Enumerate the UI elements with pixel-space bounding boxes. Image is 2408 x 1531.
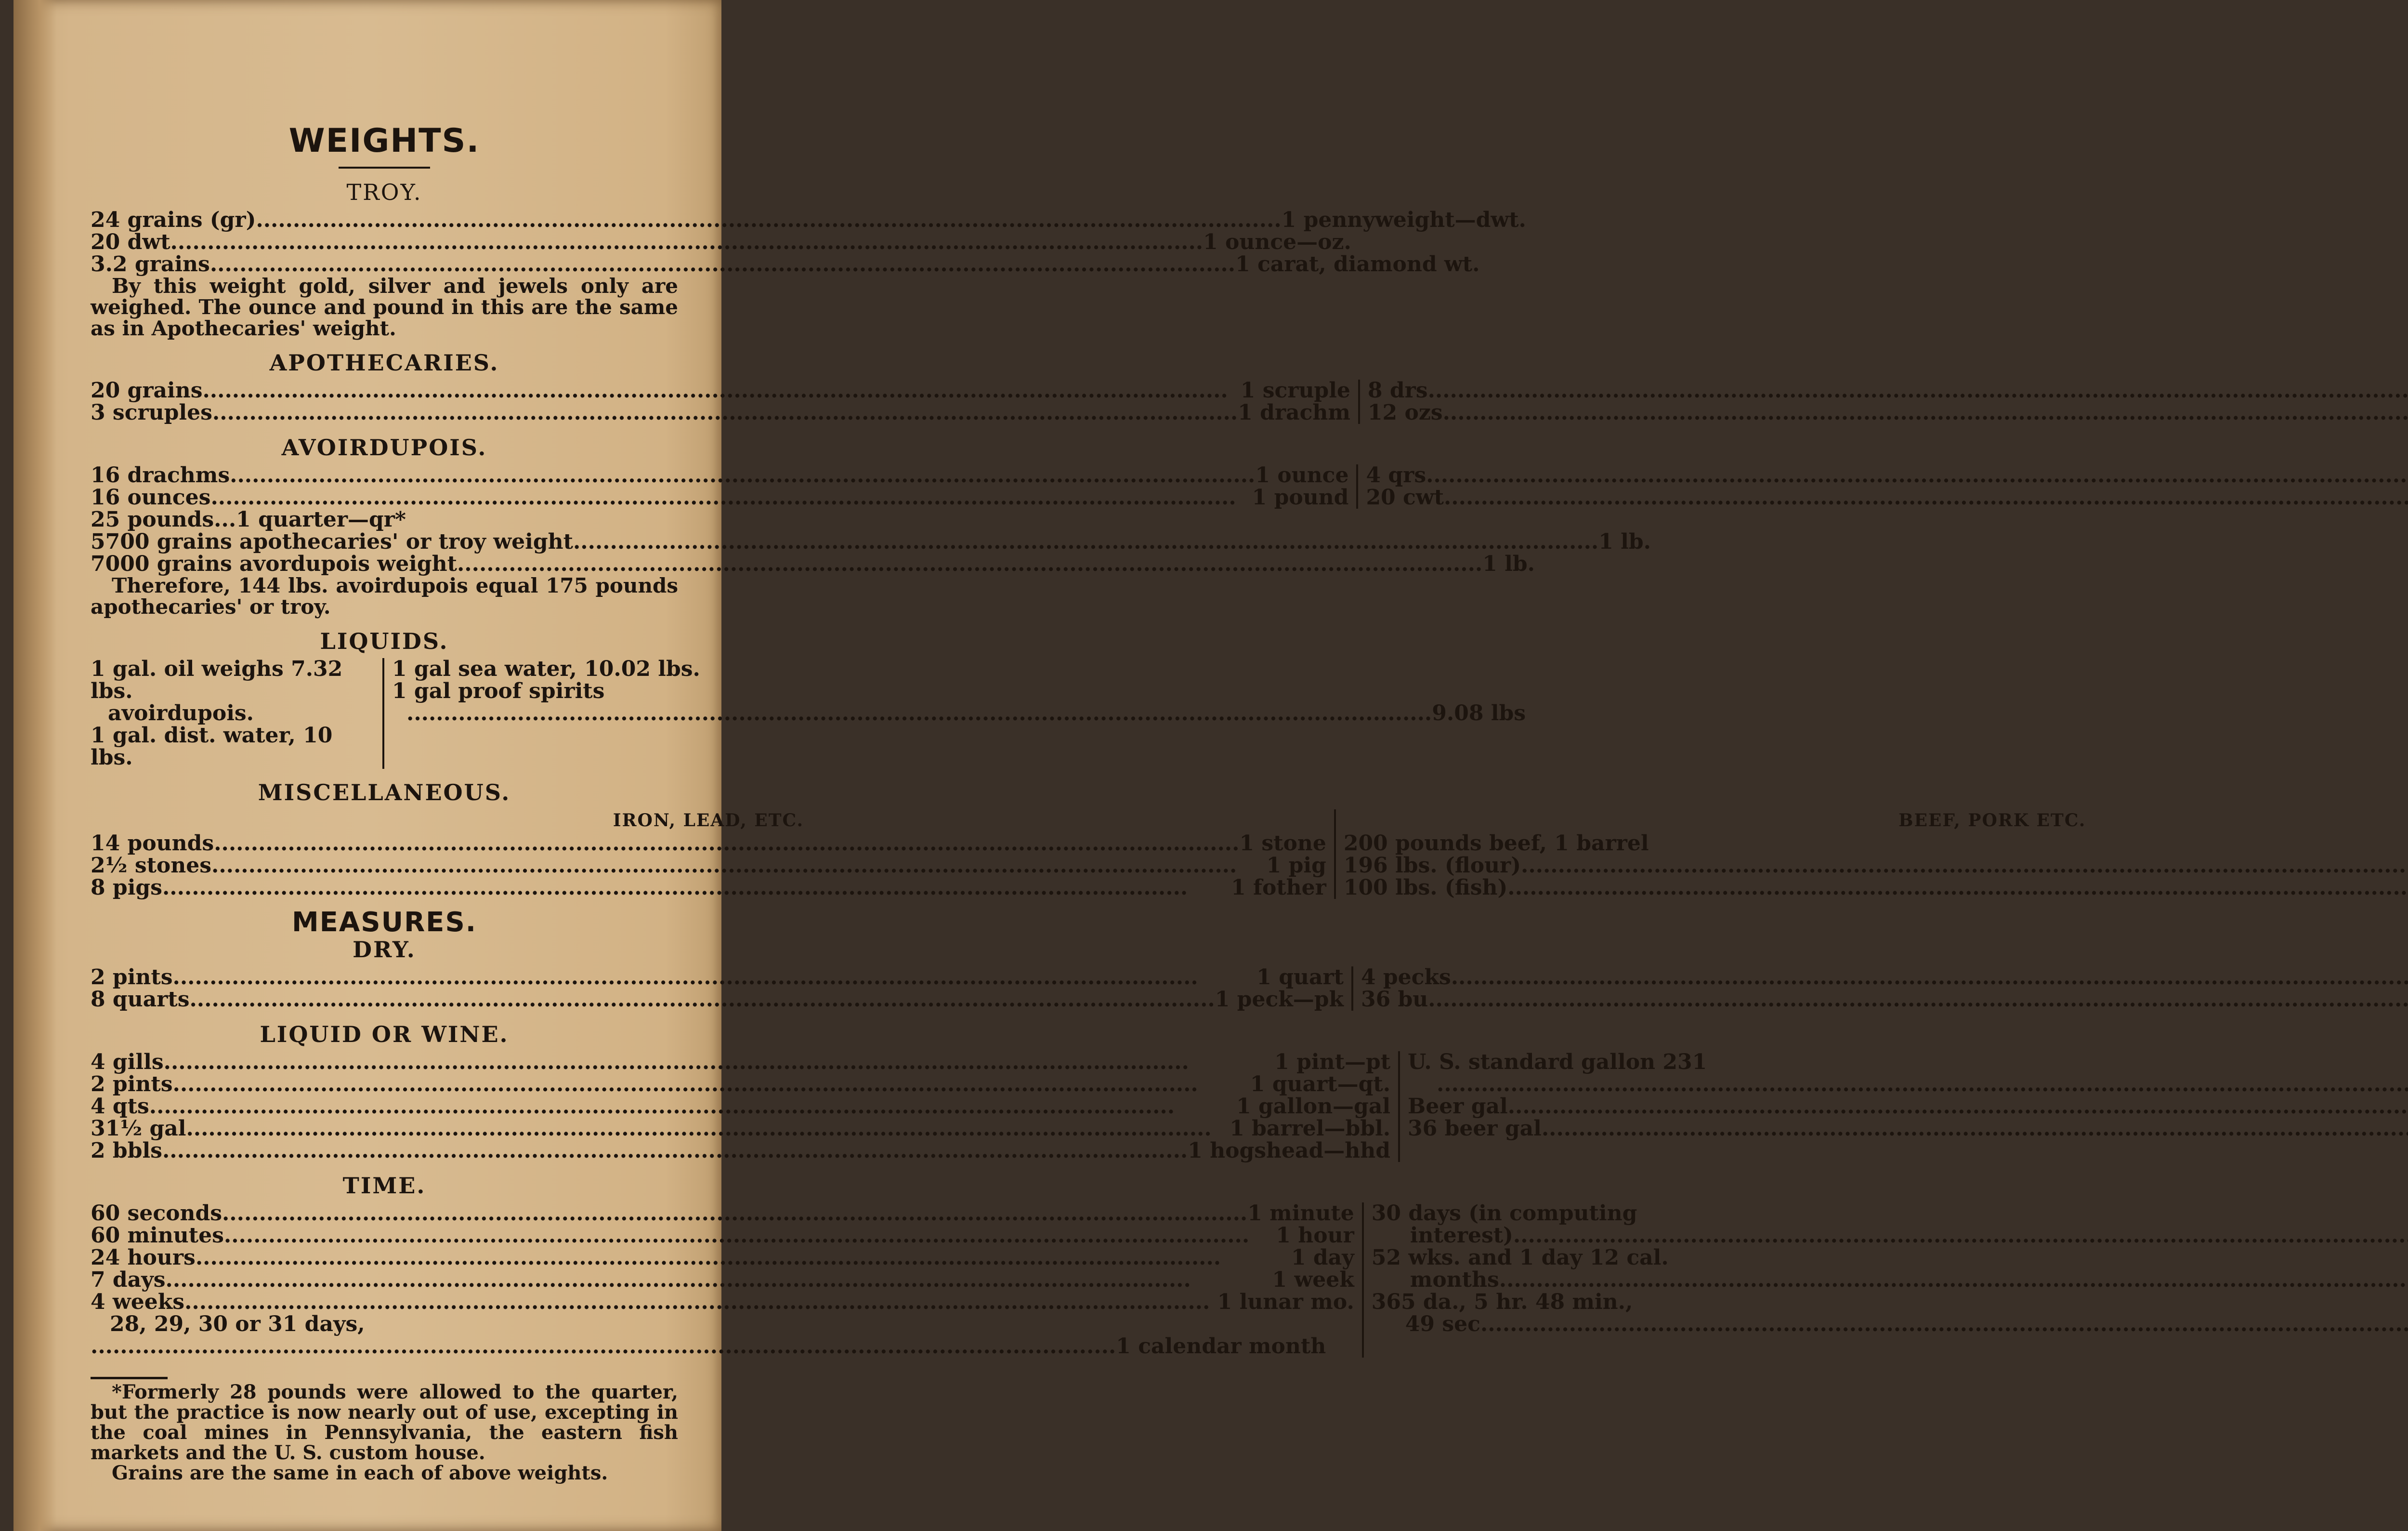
table-row: 200 pounds beef, 1 barrel	[1343, 831, 1649, 856]
dry-heading: DRY.	[353, 937, 416, 963]
page-content	[91, 116, 2086, 1484]
table-row: 20 cwt .....	[1366, 487, 2408, 509]
table-row: 8 pigs ..... 1 fother	[91, 877, 1326, 899]
title-rule	[339, 167, 430, 169]
book-page	[13, 0, 2086, 1531]
table-row: 16 ounces ..... 1 pound	[91, 487, 1348, 509]
misc-right-subheading: BEEF, PORK ETC.	[1898, 810, 2086, 831]
footnote-grains: Grains are the same in each of above weights.	[112, 1462, 608, 1484]
table-row: 2 bbls ..... 1 hogshead—hhd	[91, 1140, 1390, 1162]
table-row: 16 drachms ..... 1 ounce	[91, 464, 1348, 487]
table-row: 3.2 grains ..... 1 carat, diamond wt.	[91, 253, 678, 276]
table-row: 7000 grains avordupois weight ..... 1 lb.	[91, 553, 678, 575]
liquids-table: 1 gal. oil weighs 7.32 lbs. avoirdupois. 1 gal. dist. water, 10 lbs. 1 gal sea water, 10.02 lbs. 1 gal proof spirits ..... 9.08 lbs	[91, 658, 678, 769]
measures-title: MEASURES.	[291, 907, 477, 938]
table-row: 8 drs .....	[1368, 380, 2408, 402]
troy-heading: TROY.	[346, 179, 422, 205]
liquids-heading: LIQUIDS.	[320, 628, 449, 654]
misc-table	[91, 809, 2086, 900]
table-row: 2½ stones ..... 1 pig	[91, 855, 1326, 877]
table-row: 2 pints ..... 1 quart	[91, 966, 1344, 989]
table-row: 2 pints ..... 1 quart—qt.	[91, 1073, 1390, 1095]
time-heading: TIME.	[342, 1173, 426, 1199]
table-row: 12 ozs .....	[1368, 402, 2408, 424]
table-row: 20 grains ..... 1 scruple	[91, 380, 1350, 402]
liquid-wine-heading: LIQUID OR WINE.	[260, 1021, 509, 1047]
table-row: 4 qts ..... 1 gallon—gal	[91, 1095, 1390, 1118]
liquid-wine-table: 4 gills ..... 1 pint—pt 2 pints ..... 1 quart—qt. 4 qts ..... 1 gallon—gal 31½ gal ..... 1 barrel—bbl. 2 bbls ..... 1 hogshead—hhd U. S. standard gallon 231 ..... Beer gal ..... 36 beer gal .....	[91, 1051, 678, 1162]
table-row: 60 minutes ..... 1 hour	[91, 1225, 1354, 1247]
table-row: 36 bu .....	[1361, 989, 2408, 1011]
apothecaries-table	[91, 378, 1443, 425]
table-row: 100 lbs. (fish) .....	[1344, 877, 2408, 899]
misc-heading: MISCELLANEOUS.	[258, 779, 511, 805]
table-row: 24 hours ..... 1 day	[91, 1247, 1354, 1269]
table-row: 3 scruples ..... 1 drachm	[91, 402, 1350, 424]
avoirdupois-note: Therefore, 144 lbs. avoirdupois equal 175 pounds apothecaries' or troy.	[91, 574, 678, 619]
avoirdupois-quarter: 25 pounds...1 quarter—qr*	[91, 507, 406, 532]
dry-table	[91, 965, 1451, 1012]
table-row: 8 quarts ..... 1 peck—pk	[91, 989, 1344, 1011]
table-row: 24 grains (gr) ..... 1 pennyweight—dwt.	[91, 209, 678, 231]
footnote: *Formerly 28 pounds were allowed to the quarter, but the practice is now nearly out of use, excepting in the coal mines in Pennsylvania, the eastern fish markets and the U. S. custom house. Grains are the same in each of above weights.	[91, 1377, 678, 1483]
table-row: 4 gills ..... 1 pint—pt	[91, 1051, 1390, 1073]
page-title: WEIGHTS.	[288, 122, 480, 160]
table-row: 20 dwt. ..... 1 ounce—oz.	[91, 231, 678, 253]
table-row: 5700 grains apothecaries' or troy weight ..... 1 lb.	[91, 531, 678, 553]
footnote-rule	[91, 1377, 168, 1379]
book-spine	[13, 0, 57, 1531]
time-table: 60 seconds ..... 1 minute 60 minutes ..... 1 hour 24 hours ..... 1 day 7 days ..... 1 week 4 weeks ..... 1 lunar mo. 28, 29, 30 or 31 days, ..... 1 calendar month 30 days (in computing interest) ..... 52 wks. and 1 day 12 cal. months ..... 365 da., 5 hr. 48 min., 49 sec .....	[91, 1202, 678, 1358]
troy-note: By this weight gold, silver and jewels only are weighed. The ounce and pound in this are the same as in Apothecaries' weight.	[91, 274, 678, 340]
table-row: Beer gal .....	[1408, 1095, 2408, 1118]
table-row: 4 weeks ..... 1 lunar mo.	[91, 1291, 1354, 1313]
table-row: 31½ gal ..... 1 barrel—bbl.	[91, 1118, 1390, 1140]
table-row: 196 lbs. (flour) .....	[1344, 855, 2408, 877]
apothecaries-heading: APOTHECARIES.	[269, 350, 499, 376]
avoirdupois-table	[91, 463, 1444, 510]
table-row: 60 seconds ..... 1 minute	[91, 1202, 1354, 1225]
troy-table	[91, 208, 1526, 277]
avoirdupois-heading: AVOIRDUPOIS.	[281, 435, 487, 461]
table-row: 4 qrs .....	[1366, 464, 2408, 487]
table-row: 4 pecks .....	[1361, 966, 2408, 989]
table-row: 14 pounds ..... 1 stone	[91, 832, 1326, 855]
misc-left-subheading: IRON, LEAD, ETC.	[613, 810, 804, 831]
table-row: 36 beer gal .....	[1408, 1118, 2408, 1140]
table-row: 7 days ..... 1 week	[91, 1269, 1354, 1291]
